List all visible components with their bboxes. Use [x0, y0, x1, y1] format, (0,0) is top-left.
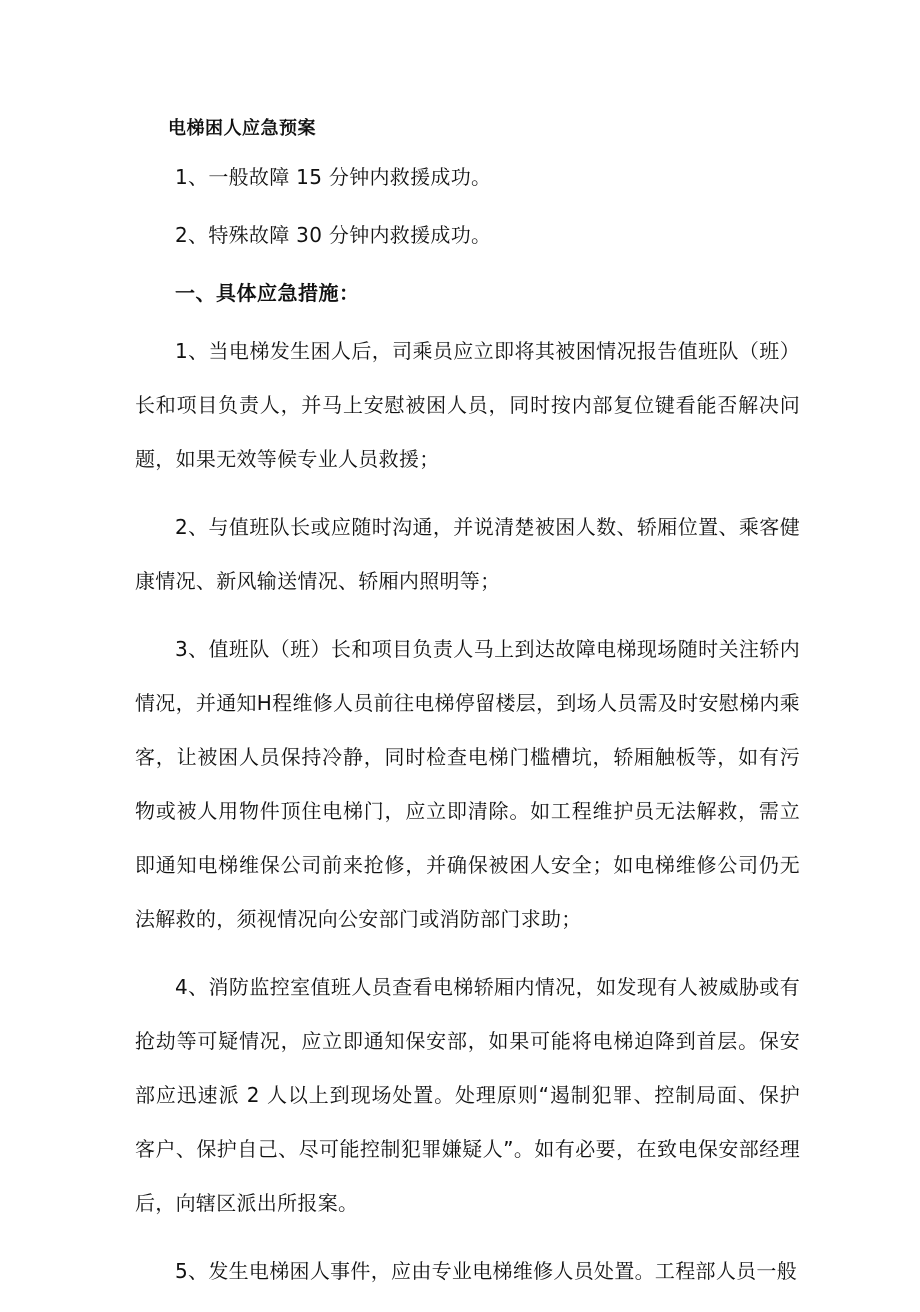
- document-title: 电梯困人应急预案: [168, 118, 316, 139]
- measure-paragraph-2: 2、与值班队长或应随时沟通，并说清楚被困人数、轿厢位置、乘客健康情况、新风输送情况、轿厢内照明等；: [135, 515, 800, 593]
- goal-paragraph-2: 2、特殊故障 30 分钟内救援成功。: [175, 223, 492, 247]
- section-heading: 一、具体应急措施：: [175, 281, 360, 305]
- document-body: [135, 150, 800, 1312]
- measure-paragraph-1: 1、当电梯发生困人后，司乘员应立即将其被困情况报告值班队（班）长和项目负责人，并马上安慰被困人员，同时按内部复位键看能否解决问题，如果无效等候专业人员救援；: [135, 339, 800, 471]
- measure-paragraph-3: 3、值班队（班）长和项目负责人马上到达故障电梯现场随时关注轿内情况，并通知H程维修人员前往电梯停留楼层，到场人员需及时安慰梯内乘客，让被困人员保持冷静，同时检查电梯门槛槽坑，轿厢触板等，如有污物或被人用物件顶住电梯门，应立即清除。如工程维护员无法解救，需立即通知电梯维保公司前来抢修，并确保被困人安全；如电梯维修公司仍无法解救的，须视情况向公安部门或消防部门求助；: [135, 637, 800, 931]
- goal-paragraph-1: 1、一般故障 15 分钟内救援成功。: [175, 165, 492, 189]
- measure-paragraph-4: 4、消防监控室值班人员查看电梯轿厢内情况，如发现有人被威胁或有抢劫等可疑情况，应立即通知保安部，如果可能将电梯迫降到首层。保安部应迅速派 2 人以上到现场处置。处理原则“遏制犯罪、控制局面、保护客户、保护自己、尽可能控制犯罪嫌疑人”。如有必要，在致电保安部经理后，向辖区派出所报案。: [135, 975, 800, 1215]
- measure-paragraph-5: 5、发生电梯困人事件，应由专业电梯维修人员处置。工程部人员一般: [175, 1259, 798, 1283]
